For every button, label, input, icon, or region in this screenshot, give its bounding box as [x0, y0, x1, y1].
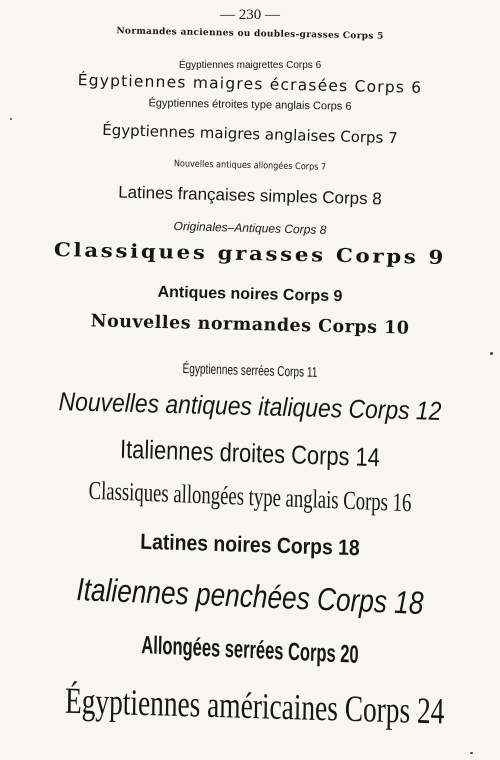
specimen-line: Italiennes droites Corps 14 [119, 433, 381, 473]
page-number: — 230 — [220, 7, 280, 23]
specimen-line: Nouvelles antiques allongées Corps 7 [173, 159, 327, 173]
specimen-line: Antiques noires Corps 9 [157, 283, 343, 306]
specimen-line: Normandes anciennes ou doubles-grasses Corps 5 [116, 26, 384, 42]
specimen-line: Latines françaises simples Corps 8 [117, 182, 383, 209]
paper-speck [470, 752, 473, 754]
specimen-line: Égyptiennes serrées Corps 11 [182, 360, 318, 380]
specimen-line: Classiques grasses Corps 9 [53, 239, 447, 269]
specimen-line: Égyptiennes maigrettes Corps 6 [178, 60, 322, 71]
specimen-line: Égyptiennes maigres écrasées Corps 6 [77, 71, 423, 97]
specimen-line: Nouvelles antiques italiques Corps 12 [58, 386, 442, 426]
specimen-line: Italiennes penchées Corps 18 [76, 570, 424, 622]
specimen-line: Latines noires Corps 18 [140, 528, 361, 561]
specimen-line: Égyptiennes américaines Corps 24 [64, 680, 445, 733]
specimen-line: Égyptiennes étroites type anglais Corps 6 [148, 97, 352, 113]
specimen-line: Allongées serrées Corps 20 [141, 631, 359, 669]
paper-speck [490, 352, 493, 355]
specimen-line: Nouvelles normandes Corps 10 [90, 311, 410, 339]
specimen-line: Classiques allongées type anglais Corps 16 [88, 475, 412, 518]
specimen-line: Originales–Antiques Corps 8 [173, 219, 327, 237]
specimen-line: Égyptiennes maigres anglaises Corps 7 [102, 120, 398, 148]
paper-speck [10, 118, 12, 120]
